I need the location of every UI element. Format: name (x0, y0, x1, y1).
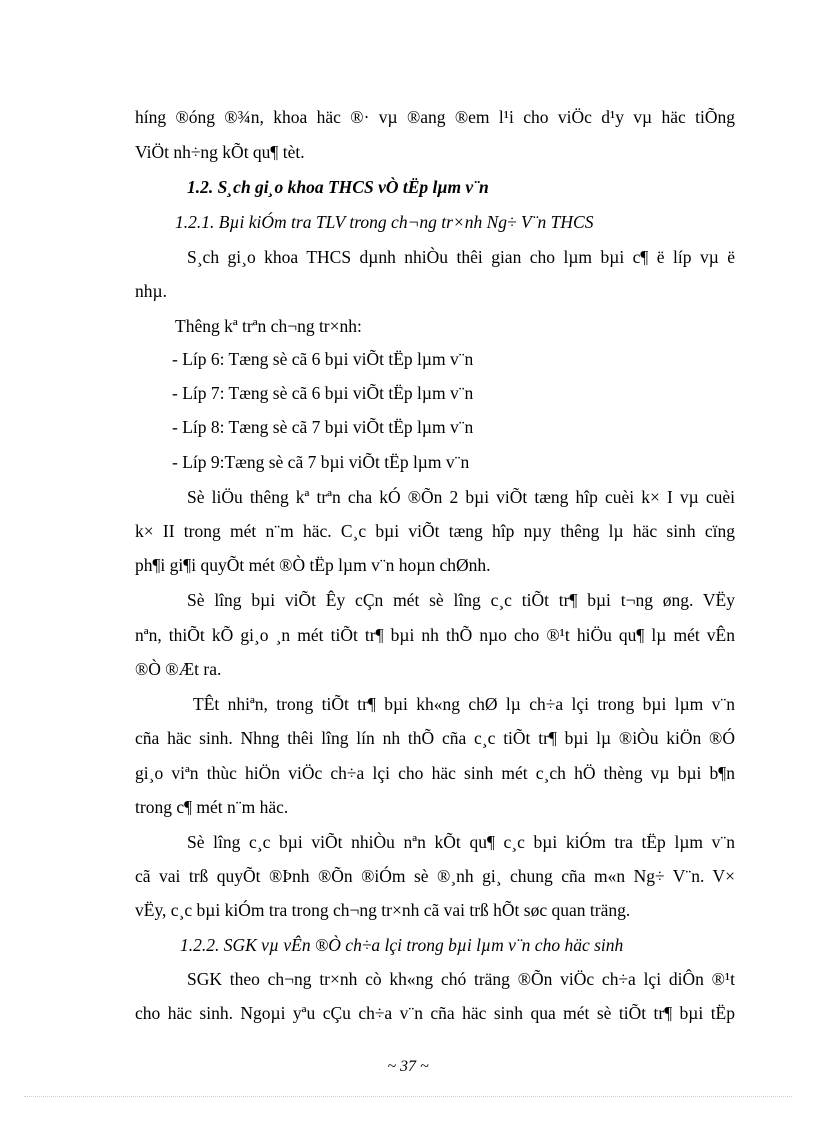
text-line: k× II trong mét n¨m häc. C¸c bµi viÕt tæng hîp nµy thêng lµ häc sinh cïng (135, 521, 735, 541)
text-line: Sè lîng c¸c bµi viÕt nhiÒu nªn kÕt qu¶ c¸c bµi kiÓm tra tËp lµm v¨n (187, 832, 735, 852)
list-item: - Líp 9:Tæng sè cã 7 bµi viÕt tËp lµm v¨n (172, 452, 470, 472)
text-line: cho häc sinh. Ngoµi yªu cÇu ch÷a v¨n cña häc sinh qua mét sè tiÕt tr¶ bµi tËp (135, 1003, 735, 1023)
page-bottom-divider (24, 1096, 792, 1097)
text-line: híng ®óng ®¾n, khoa häc ®· vµ ®ang ®em l¹i cho viÖc d¹y vµ häc tiÕng (135, 107, 735, 127)
subsection-heading: 1.2.2. SGK vµ vÊn ®Ò ch÷a lçi trong bµi lµm v¨n cho häc sinh (180, 935, 624, 955)
text-line: nªn, thiÕt kÕ gi¸o ¸n mét tiÕt tr¶ bµi nh thÕ nµo cho ®¹t hiÖu qu¶ lµ mét vÊn (135, 625, 735, 645)
text-line: vËy, c¸c bµi kiÓm tra trong ch¬ng tr×nh cã vai trß hÕt søc quan träng. (135, 900, 631, 920)
text-line: ®Ò ®Æt ra. (135, 659, 222, 679)
section-heading: 1.2. S¸ch gi¸o khoa THCS vÒ tËp lµm v¨n (187, 177, 489, 197)
text-line: nhµ. (135, 281, 167, 301)
text-line: S¸ch gi¸o khoa THCS dµnh nhiÒu thêi gian cho lµm bµi c¶ ë líp vµ ë (187, 247, 735, 267)
text-line: Thêng kª trªn ch¬ng tr×nh: (175, 316, 362, 336)
text-line: Sè liÖu thêng kª trªn cha kÓ ®Õn 2 bµi viÕt tæng hîp cuèi k× I vµ cuèi (187, 487, 735, 507)
list-item: - Líp 8: Tæng sè cã 7 bµi viÕt tËp lµm v¨n (172, 417, 474, 437)
text-line: Sè lîng bµi viÕt Êy cÇn mét sè lîng c¸c tiÕt tr¶ bµi t¬ng øng. VËy (187, 590, 735, 610)
page-number: ~ 37 ~ (387, 1058, 429, 1075)
text-line: cã vai trß quyÕt ®Þnh ®Õn ®iÓm sè ®¸nh gi¸ chung cña m«n Ng÷ V¨n. V× (135, 866, 735, 886)
text-line: ph¶i gi¶i quyÕt mét ®Ò tËp lµm v¨n hoµn chØnh. (135, 555, 491, 575)
text-line: trong c¶ mét n¨m häc. (135, 797, 289, 817)
text-line: SGK theo ch¬ng tr×nh cò kh«ng chó träng ®Õn viÖc ch÷a lçi diÔn ®¹t (187, 969, 735, 989)
text-line: TÊt nhiªn, trong tiÕt tr¶ bµi kh«ng chØ lµ ch÷a lçi trong bµi lµm v¨n (193, 694, 735, 714)
list-item: - Líp 6: Tæng sè cã 6 bµi viÕt tËp lµm v¨n (172, 349, 474, 369)
text-line: gi¸o viªn thùc hiÖn viÖc ch÷a lçi cho häc sinh mét c¸ch hÖ thèng vµ bµi b¶n (135, 763, 735, 783)
list-item: - Líp 7: Tæng sè cã 6 bµi viÕt tËp lµm v¨n (172, 383, 474, 403)
text-line: cña häc sinh. Nhng thêi lîng lín nh thÕ cña c¸c tiÕt tr¶ bµi lµ ®iÒu kiÖn ®Ó (135, 728, 735, 748)
text-line: ViÖt nh÷ng kÕt qu¶ tèt. (135, 142, 305, 162)
subsection-heading: 1.2.1. Bµi kiÓm tra TLV trong ch¬ng tr×nh Ng÷ V¨n THCS (175, 212, 594, 232)
